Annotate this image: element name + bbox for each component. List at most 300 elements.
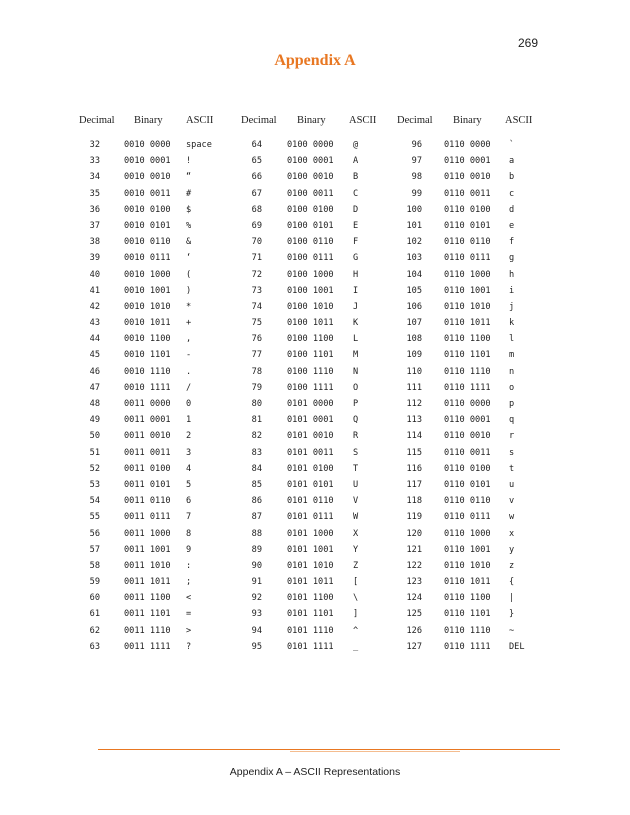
header-binary: Binary: [453, 115, 482, 126]
table-row: [397, 461, 547, 477]
ascii-value: [: [353, 577, 359, 588]
binary-value: 0010 0001: [124, 156, 171, 167]
decimal-value: 117: [406, 479, 422, 490]
ascii-value: 5: [186, 479, 192, 490]
decimal-value: 83: [251, 447, 262, 458]
ascii-value: E: [353, 220, 359, 231]
decimal-value: 43: [89, 318, 100, 329]
ascii-value: #: [186, 188, 192, 199]
ascii-value: Y: [353, 544, 359, 555]
table-row: [241, 412, 391, 428]
table-row: [79, 250, 229, 266]
ascii-value: v: [509, 496, 515, 507]
table-row: [241, 428, 391, 444]
decimal-value: 69: [251, 220, 262, 231]
binary-value: 0010 1101: [124, 350, 171, 361]
ascii-value: 4: [186, 463, 192, 474]
decimal-value: 118: [406, 496, 422, 507]
ascii-value: w: [509, 512, 515, 523]
decimal-value: 71: [251, 253, 262, 264]
ascii-value: V: [353, 496, 359, 507]
table-row: [79, 267, 229, 283]
decimal-value: 45: [89, 350, 100, 361]
binary-value: 0100 1111: [287, 382, 334, 393]
table-row: [79, 153, 229, 169]
table-row: [79, 461, 229, 477]
table-row: [241, 347, 391, 363]
ascii-value: -: [186, 350, 192, 361]
table-row: [397, 137, 547, 153]
binary-value: 0110 0001: [444, 156, 491, 167]
binary-value: 0110 1010: [444, 560, 491, 571]
table-row: [397, 250, 547, 266]
binary-value: 0011 0000: [124, 399, 171, 409]
decimal-value: 68: [251, 204, 262, 215]
binary-value: 0110 0111: [444, 253, 491, 264]
table-row: [79, 493, 229, 509]
table-row: [79, 347, 229, 363]
table-row: [241, 639, 391, 655]
page-title: Appendix A: [274, 52, 356, 69]
table-row: [241, 169, 391, 185]
decimal-value: 114: [406, 431, 422, 442]
decimal-value: 97: [411, 156, 422, 167]
binary-value: 0100 1101: [287, 350, 334, 361]
binary-value: 0101 1001: [287, 544, 334, 555]
ascii-value: m: [509, 350, 515, 361]
table-row: [79, 445, 229, 461]
binary-value: 0011 1000: [124, 528, 171, 539]
binary-value: 0010 1111: [124, 382, 171, 393]
table-row: [397, 526, 547, 542]
binary-value: 0110 0110: [444, 237, 491, 248]
binary-value: 0010 1000: [124, 269, 171, 280]
decimal-value: 111: [406, 382, 422, 393]
decimal-value: 60: [89, 593, 100, 604]
table-row: [397, 380, 547, 396]
decimal-value: 55: [89, 512, 100, 523]
ascii-value: F: [353, 237, 359, 248]
binary-value: 0011 1101: [124, 609, 171, 620]
table-row: [397, 445, 547, 461]
table-row: [397, 267, 547, 283]
binary-value: 0101 1101: [287, 609, 334, 620]
decimal-value: 106: [406, 301, 422, 312]
ascii-value: J: [353, 301, 359, 312]
ascii-value: l: [509, 334, 515, 345]
ascii-value: H: [353, 269, 359, 280]
decimal-value: 99: [411, 188, 422, 199]
binary-value: 0110 1001: [444, 544, 491, 555]
table-row: [241, 542, 391, 558]
decimal-value: 46: [89, 366, 100, 377]
binary-value: 0110 0010: [444, 431, 491, 442]
decimal-value: 92: [251, 593, 262, 604]
decimal-value: 91: [251, 577, 262, 588]
decimal-value: 53: [89, 479, 100, 490]
table-row: [241, 526, 391, 542]
decimal-value: 57: [89, 544, 100, 555]
ascii-value: d: [509, 204, 515, 215]
ascii-table-block-2: [241, 115, 391, 655]
binary-value: 0011 0001: [124, 415, 171, 426]
binary-value: 0101 0000: [287, 399, 334, 409]
ascii-value: p: [509, 399, 515, 409]
binary-value: 0110 1010: [444, 301, 491, 312]
decimal-value: 105: [406, 285, 422, 296]
ascii-value: _: [353, 641, 359, 652]
table-row: [79, 639, 229, 655]
ascii-value: n: [509, 366, 515, 377]
decimal-value: 39: [89, 253, 100, 264]
header-decimal: Decimal: [241, 115, 277, 126]
table-row: [79, 137, 229, 153]
ascii-value: !: [186, 156, 192, 167]
binary-value: 0010 1011: [124, 318, 171, 329]
table-row: [241, 606, 391, 622]
decimal-value: 101: [406, 220, 422, 231]
binary-value: 0110 1011: [444, 577, 491, 588]
ascii-value: T: [353, 463, 359, 474]
table-row: [241, 445, 391, 461]
ascii-value: s: [509, 447, 515, 458]
binary-value: 0100 0010: [287, 172, 334, 183]
decimal-value: 76: [251, 334, 262, 345]
ascii-value: K: [353, 318, 359, 329]
decimal-value: 87: [251, 512, 262, 523]
ascii-value: L: [353, 334, 359, 345]
ascii-value: b: [509, 172, 515, 183]
ascii-value: a: [509, 156, 515, 167]
table-row: [241, 461, 391, 477]
ascii-value: 9: [186, 544, 192, 555]
table-row: [79, 234, 229, 250]
table-row: [397, 477, 547, 493]
decimal-value: 52: [89, 463, 100, 474]
ascii-table-block-3: [397, 115, 547, 655]
table-row: [241, 364, 391, 380]
binary-value: 0011 1100: [124, 593, 171, 604]
table-row: [79, 218, 229, 234]
binary-value: 0011 0101: [124, 479, 171, 490]
header-binary: Binary: [297, 115, 326, 126]
table-row: [79, 169, 229, 185]
binary-value: 0100 0011: [287, 188, 334, 199]
binary-value: 0010 0010: [124, 172, 171, 183]
table-row: [397, 315, 547, 331]
ascii-value: q: [509, 415, 515, 426]
decimal-value: 37: [89, 220, 100, 231]
table-row: [241, 590, 391, 606]
table-row: [397, 542, 547, 558]
binary-value: 0110 1100: [444, 593, 491, 604]
decimal-value: 107: [406, 318, 422, 329]
table-row: [79, 509, 229, 525]
binary-value: 0010 1010: [124, 301, 171, 312]
table-row: [241, 202, 391, 218]
table-header: [241, 115, 391, 129]
binary-value: 0110 1101: [444, 609, 491, 620]
ascii-value: &: [186, 237, 192, 248]
table-row: [79, 283, 229, 299]
ascii-value: R: [353, 431, 359, 442]
table-row: [397, 283, 547, 299]
binary-value: 0101 1111: [287, 641, 334, 652]
ascii-value: }: [509, 609, 515, 620]
decimal-value: 44: [89, 334, 100, 345]
binary-value: 0110 0100: [444, 463, 491, 474]
decimal-value: 93: [251, 609, 262, 620]
table-row: [397, 331, 547, 347]
ascii-value: y: [509, 544, 515, 555]
binary-value: 0100 1000: [287, 269, 334, 280]
ascii-value: “: [186, 172, 192, 183]
decimal-value: 82: [251, 431, 262, 442]
decimal-value: 121: [406, 544, 422, 555]
decimal-value: 100: [406, 204, 422, 215]
decimal-value: 126: [406, 625, 422, 636]
ascii-value: ~: [509, 625, 515, 636]
binary-value: 0110 0000: [444, 399, 491, 409]
ascii-value: u: [509, 479, 515, 490]
table-rows: [397, 137, 547, 655]
table-row: [79, 186, 229, 202]
decimal-value: 74: [251, 301, 262, 312]
binary-value: 0010 1110: [124, 366, 171, 377]
ascii-value: /: [186, 382, 192, 393]
decimal-value: 47: [89, 382, 100, 393]
footer-rule: [98, 749, 560, 750]
binary-value: 0110 0011: [444, 447, 491, 458]
binary-value: 0100 1011: [287, 318, 334, 329]
decimal-value: 35: [89, 188, 100, 199]
table-row: [397, 153, 547, 169]
table-row: [397, 299, 547, 315]
decimal-value: 42: [89, 301, 100, 312]
ascii-value: c: [509, 188, 515, 199]
binary-value: 0110 0110: [444, 496, 491, 507]
binary-value: 0101 1010: [287, 560, 334, 571]
table-row: [397, 623, 547, 639]
ascii-value: (: [186, 269, 192, 280]
binary-value: 0100 0101: [287, 220, 334, 231]
decimal-value: 84: [251, 463, 262, 474]
ascii-value: B: [353, 172, 359, 183]
header-ascii: ASCII: [349, 115, 377, 126]
decimal-value: 85: [251, 479, 262, 490]
binary-value: 0100 1010: [287, 301, 334, 312]
table-row: [79, 315, 229, 331]
table-row: [397, 169, 547, 185]
table-rows: [79, 137, 229, 655]
binary-value: 0011 0011: [124, 447, 171, 458]
table-row: [79, 412, 229, 428]
header-decimal: Decimal: [79, 115, 115, 126]
table-row: [241, 574, 391, 590]
ascii-value: U: [353, 479, 359, 490]
table-row: [397, 493, 547, 509]
table-row: [397, 639, 547, 655]
binary-value: 0100 1110: [287, 366, 334, 377]
decimal-value: 88: [251, 528, 262, 539]
table-row: [241, 623, 391, 639]
table-row: [79, 364, 229, 380]
decimal-value: 66: [251, 172, 262, 183]
table-row: [241, 234, 391, 250]
decimal-value: 96: [411, 140, 422, 150]
binary-value: 0110 0010: [444, 172, 491, 183]
decimal-value: 33: [89, 156, 100, 167]
binary-value: 0010 0101: [124, 220, 171, 231]
decimal-value: 81: [251, 415, 262, 426]
decimal-value: 72: [251, 269, 262, 280]
table-row: [79, 606, 229, 622]
ascii-value: .: [186, 366, 192, 377]
binary-value: 0011 1010: [124, 560, 171, 571]
table-row: [79, 202, 229, 218]
ascii-value: Z: [353, 560, 359, 571]
table-row: [397, 606, 547, 622]
decimal-value: 124: [406, 593, 422, 604]
ascii-value: space: [186, 140, 212, 150]
ascii-value: 1: [186, 415, 192, 426]
decimal-value: 73: [251, 285, 262, 296]
binary-value: 0100 1001: [287, 285, 334, 296]
table-row: [241, 396, 391, 412]
decimal-value: 34: [89, 172, 100, 183]
binary-value: 0101 0011: [287, 447, 334, 458]
binary-value: 0011 0110: [124, 496, 171, 507]
decimal-value: 90: [251, 560, 262, 571]
ascii-value: *: [186, 301, 192, 312]
ascii-value: O: [353, 382, 359, 393]
ascii-value: 2: [186, 431, 192, 442]
binary-value: 0110 1000: [444, 528, 491, 539]
table-row: [79, 331, 229, 347]
ascii-value: x: [509, 528, 515, 539]
binary-value: 0100 0110: [287, 237, 334, 248]
binary-value: 0100 0111: [287, 253, 334, 264]
decimal-value: 70: [251, 237, 262, 248]
table-row: [79, 380, 229, 396]
decimal-value: 51: [89, 447, 100, 458]
ascii-value: @: [353, 140, 359, 150]
decimal-value: 50: [89, 431, 100, 442]
binary-value: 0011 1001: [124, 544, 171, 555]
binary-value: 0110 0111: [444, 512, 491, 523]
binary-value: 0110 0001: [444, 415, 491, 426]
footer-text: Appendix A – ASCII Representations: [229, 766, 401, 778]
decimal-value: 95: [251, 641, 262, 652]
ascii-value: M: [353, 350, 359, 361]
header-ascii: ASCII: [505, 115, 533, 126]
ascii-value: 7: [186, 512, 192, 523]
table-row: [241, 153, 391, 169]
ascii-value: i: [509, 285, 515, 296]
table-row: [397, 412, 547, 428]
decimal-value: 108: [406, 334, 422, 345]
decimal-value: 103: [406, 253, 422, 264]
binary-value: 0010 0111: [124, 253, 171, 264]
binary-value: 0101 0101: [287, 479, 334, 490]
table-row: [79, 574, 229, 590]
table-header: [79, 115, 229, 129]
ascii-value: ]: [353, 609, 359, 620]
decimal-value: 115: [406, 447, 422, 458]
table-row: [397, 574, 547, 590]
table-row: [241, 331, 391, 347]
ascii-value: r: [509, 431, 515, 442]
binary-value: 0101 1110: [287, 625, 334, 636]
binary-value: 0101 0110: [287, 496, 334, 507]
ascii-value: G: [353, 253, 359, 264]
binary-value: 0011 1011: [124, 577, 171, 588]
ascii-value: Q: [353, 415, 359, 426]
ascii-value: 6: [186, 496, 192, 507]
decimal-value: 77: [251, 350, 262, 361]
decimal-value: 49: [89, 415, 100, 426]
table-rows: [241, 137, 391, 655]
ascii-value: 0: [186, 399, 192, 409]
binary-value: 0010 0100: [124, 204, 171, 215]
binary-value: 0100 0000: [287, 140, 334, 150]
decimal-value: 63: [89, 641, 100, 652]
ascii-value: +: [186, 318, 192, 329]
binary-value: 0110 1000: [444, 269, 491, 280]
decimal-value: 113: [406, 415, 422, 426]
binary-value: 0110 1101: [444, 350, 491, 361]
binary-value: 0100 1100: [287, 334, 334, 345]
binary-value: 0110 1001: [444, 285, 491, 296]
binary-value: 0100 0001: [287, 156, 334, 167]
table-row: [241, 299, 391, 315]
ascii-value: 3: [186, 447, 192, 458]
decimal-value: 89: [251, 544, 262, 555]
binary-value: 0101 0111: [287, 512, 334, 523]
decimal-value: 67: [251, 188, 262, 199]
decimal-value: 119: [406, 512, 422, 523]
ascii-value: j: [509, 301, 515, 312]
ascii-value: X: [353, 528, 359, 539]
ascii-value: C: [353, 188, 359, 199]
ascii-value: ‘: [186, 253, 192, 264]
table-row: [241, 477, 391, 493]
binary-value: 0110 0101: [444, 479, 491, 490]
binary-value: 0101 0001: [287, 415, 334, 426]
binary-value: 0110 0011: [444, 188, 491, 199]
ascii-value: k: [509, 318, 515, 329]
decimal-value: 40: [89, 269, 100, 280]
binary-value: 0011 0111: [124, 512, 171, 523]
header-decimal: Decimal: [397, 115, 433, 126]
decimal-value: 38: [89, 237, 100, 248]
binary-value: 0101 0010: [287, 431, 334, 442]
ascii-value: z: [509, 560, 515, 571]
table-row: [397, 218, 547, 234]
ascii-value: `: [509, 140, 515, 150]
binary-value: 0011 0100: [124, 463, 171, 474]
decimal-value: 80: [251, 399, 262, 409]
ascii-value: ;: [186, 577, 192, 588]
table-row: [79, 396, 229, 412]
decimal-value: 41: [89, 285, 100, 296]
ascii-value: h: [509, 269, 515, 280]
ascii-value: I: [353, 285, 359, 296]
header-binary: Binary: [134, 115, 163, 126]
table-row: [241, 509, 391, 525]
table-row: [241, 267, 391, 283]
decimal-value: 64: [251, 140, 262, 150]
